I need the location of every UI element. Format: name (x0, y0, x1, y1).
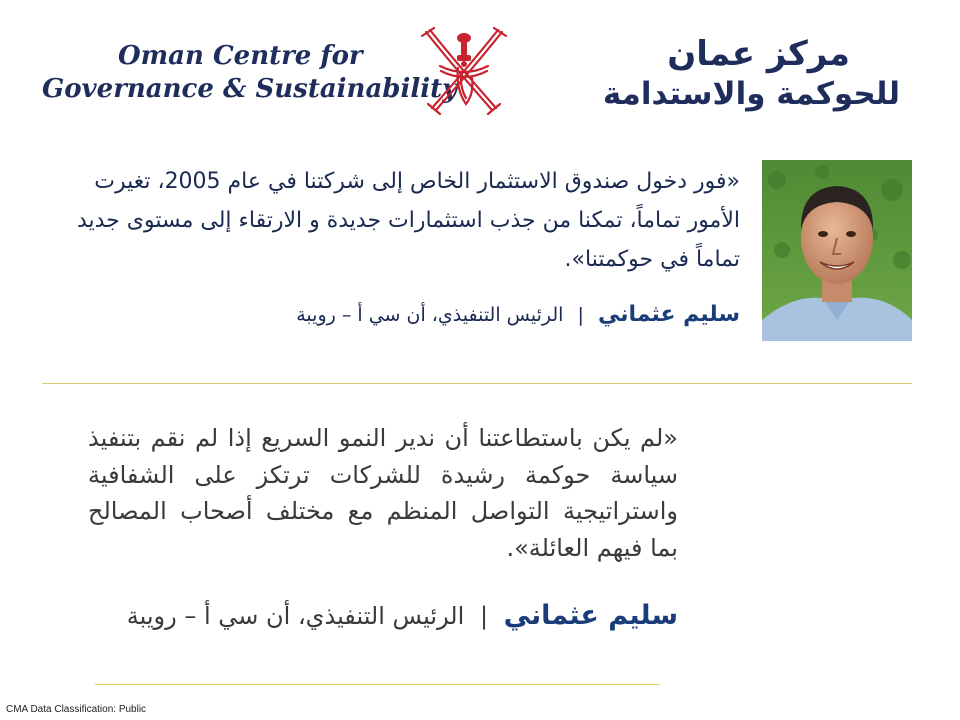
quote-1-text: «فور دخول صندوق الاستثمار الخاص إلى شركتنا في عام 2005، تغيرت الأمور تماماً، تمكنا من جذب استثمارات جديدة و الارتقاء إلى مستوى جديد تماماً في حوكمتنا». (76, 169, 740, 272)
arabic-organization-name (520, 34, 900, 114)
english-name-line1: Oman Centre for (118, 41, 363, 71)
english-name-line2: Governance & Sustainability (42, 74, 458, 104)
arabic-name-line2: للحوكمة والاستدامة (602, 76, 900, 112)
quote-2-speaker-name: سليم عثماني (503, 600, 678, 631)
quote-1-speaker-name: سليم عثماني (597, 302, 740, 327)
oman-emblem-icon (414, 22, 514, 122)
section-divider-bottom (95, 684, 660, 685)
quote-1-signature (250, 302, 740, 327)
data-classification-footer: CMA Data Classification: Public (6, 704, 147, 715)
quote-2-speaker-role: الرئيس التنفيذي، أن سي أ – رويبة (126, 602, 465, 630)
quote-1-separator: | (577, 304, 584, 326)
english-organization-name (42, 40, 458, 106)
quote-2-text: «لم يكن باستطاعتنا أن ندير النمو السريع إذا لم نقم بتنفيذ سياسة حوكمة رشيدة للشركات ترتكز على الشفافية واستراتيجية التواصل المنظم مع مختلف أصحاب المصالح بما فيهم العائلة». (88, 424, 678, 562)
arabic-name-line1: مركز عمان (667, 34, 850, 74)
quote-2-signature (88, 598, 678, 634)
quote-1-speaker-role: الرئيس التنفيذي، أن سي أ – رويبة (296, 304, 564, 326)
quote-2-separator: | (479, 602, 489, 630)
section-divider-top (42, 383, 912, 384)
speaker-portrait-photo (762, 160, 912, 341)
